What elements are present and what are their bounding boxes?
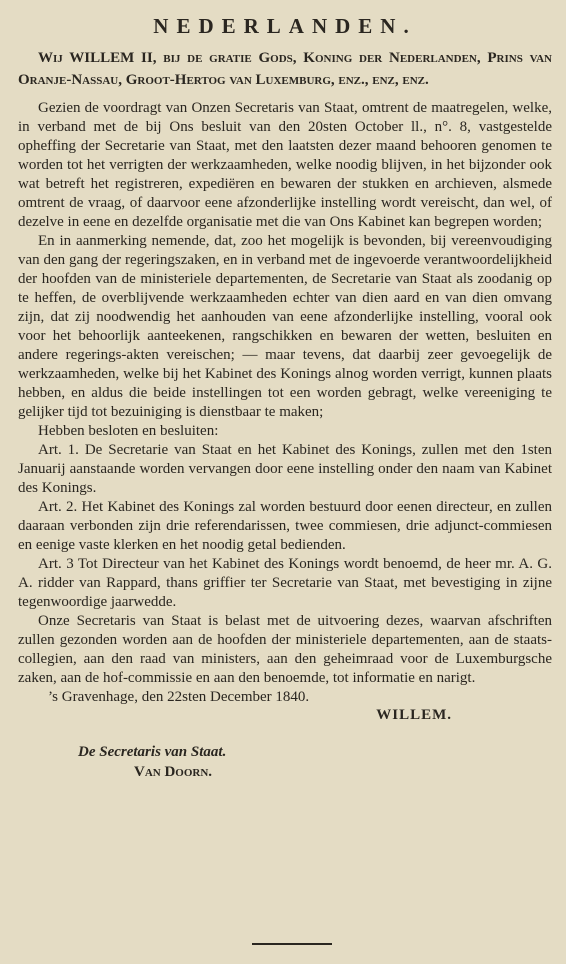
countersign-name: Van Doorn.	[134, 764, 213, 780]
paragraph-execution: Onze Secretaris van Staat is belast met de uitvoering dezes, waarvan afschriften zullen gezonden worden aan de hoofden der ministeriele departementen, aan de staats-collegien, aan den raad van ministers, aan den geheimraad voor de Luxemburgsche zaken, aan de hof-commissie en aan den benoemde, tot informatie en narigt.	[18, 613, 552, 686]
royal-signature: WILLEM.	[376, 707, 452, 723]
article-3: Art. 3 Tot Directeur van het Kabinet des Konings wordt benoemd, de heer mr. A. G. A. ridder van Rappard, thans griffier ter Secretarie van Staat, met bevestiging in zijne tegenwoordige jaarwedde.	[18, 556, 552, 610]
article-1: Art. 1. De Secretarie van Staat en het Kabinet des Konings, zullen met den 1sten Januarij aanstaande worden vervangen door eene instelling onder den naam van Kabinet des Konings.	[18, 442, 552, 496]
paragraph-taking-into-account: En in aanmerking nemende, dat, zoo het mogelijk is bevonden, bij vereenvoudiging van den gang der regeringszaken, en in verband met de ingevoerde verantwoordelijkheid der hoofden van de ministeriele departementen, de Secretarie van Staat als zoodanig op te heffen, de overblijvende werkzaamheden echter van dien aard en van dien omvang zijn, dat zij noodwendig het aanhouden van eene afzonderlijke instelling, vooral ook voor het behoorlijk aanteekenen, rangschikken en bewaren der wetten, besluiten en andere regerings-akten vereischen; — maar tevens, dat daarbij zeer gevoegelijk de werkzaamheden, welke bij het Kabinet des Konings alnog worden verrigt, kunnen plaats hebben, en aldus die beide instellingen tot een worden gebragt, welke vereeniging te gelijker tijd tot bezuiniging is dienstbaar te maken;	[18, 233, 552, 420]
document-title: NEDERLANDEN.	[153, 14, 417, 38]
closing-rule	[252, 943, 332, 945]
royal-heading: Wij WILLEM II, bij de gratie Gods, Koning der Nederlanden, Prins van Oranje-Nassau, Groot-Hertog van Luxemburg, enz., enz, enz.	[18, 50, 552, 88]
paragraph-decided: Hebben besloten en besluiten:	[38, 423, 219, 439]
article-2: Art. 2. Het Kabinet des Konings zal worden bestuurd door eenen directeur, en zullen daaraan verbonden zijn drie referendarissen, twee commiesen, drie adjunct-commiesen en eenige vaste klerken en het noodig getal bedienden.	[18, 499, 552, 553]
paragraph-considering: Gezien de voordragt van Onzen Secretaris van Staat, omtrent de maatregelen, welke, in verband met de bij Ons besluit van den 20sten October ll., n°. 8, vastgestelde opheffing der Secretarie van Staat, met den laatsten dezer maand behooren genomen te worden tot het verrigten der werkzaamheden, welke noodig blijven, in het bijzonder ook wat betreft het registreren, expediëren en bewaren der stukken en archieven, alsmede omtrent de vraag, of daarvoor eene afzonderlijke instelling wordt vereischt, dan wel, of dezelve in eene en dezelfde organisatie met die van Ons Kabinet kan begrepen worden;	[18, 100, 552, 230]
place-and-date: ’s Gravenhage, den 22sten December 1840.	[48, 689, 310, 705]
countersign-title: De Secretaris van Staat.	[78, 744, 227, 760]
